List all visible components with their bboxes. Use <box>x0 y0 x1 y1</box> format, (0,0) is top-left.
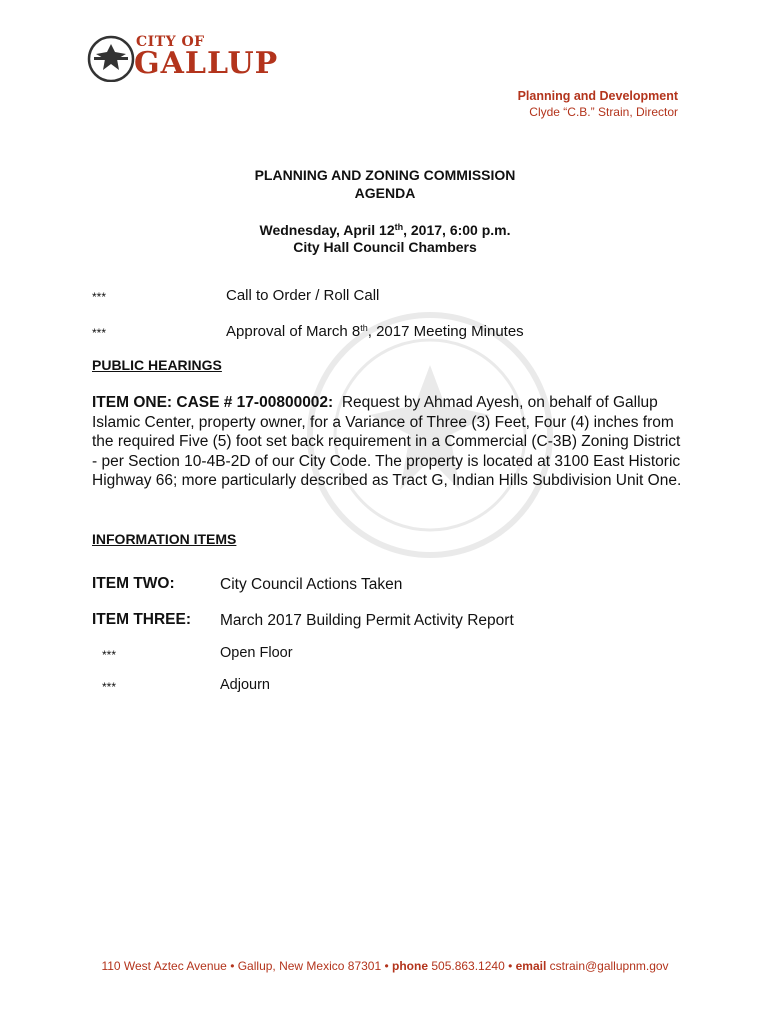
open-floor-marker: *** <box>102 648 117 662</box>
item-three-text: March 2017 Building Permit Activity Report <box>220 612 514 629</box>
meeting-location: City Hall Council Chambers <box>293 239 477 255</box>
opening-marker: *** <box>92 326 107 340</box>
information-items-heading: INFORMATION ITEMS <box>92 531 237 547</box>
thunderbird-emblem-icon <box>86 32 136 82</box>
meeting-date: Wednesday, April 12th, 2017, 6:00 p.m. <box>259 222 511 238</box>
department-block <box>518 88 678 121</box>
agenda-title: AGENDA <box>354 185 416 201</box>
item-three-label: ITEM THREE: <box>92 611 192 628</box>
opening-marker: *** <box>92 290 107 304</box>
item-two-label: ITEM TWO: <box>92 575 175 592</box>
city-logo <box>86 32 301 92</box>
item-one-paragraph <box>92 393 684 491</box>
department-name: Planning and Development <box>517 89 678 103</box>
item-two-text: City Council Actions Taken <box>220 576 403 593</box>
adjourn-marker: *** <box>102 680 117 694</box>
logo-city-name: GALLUP <box>134 46 279 81</box>
logo-city-of: CITY OF <box>136 34 205 50</box>
open-floor-text: Open Floor <box>220 645 293 661</box>
item-one-description: Request by Ahmad Ayesh, on behalf of Gallup Islamic Center, property owner, for a Variance of Three (3) Feet, Four (4) inches from the required Five (5) foot set back requirement in a Commercial (C-3B) Zoning District - per Section 10-4B-2D of our City Code. The property is located at 3100 East Historic Highway 66; more particularly described as Tract G, Indian Hills Subdivision Unit One. <box>92 394 682 489</box>
call-to-order: Call to Order / Roll Call <box>226 287 380 304</box>
department-director: Clyde “C.B.” Strain, Director <box>529 105 678 119</box>
letterhead-footer: 110 West Aztec Avenue • Gallup, New Mexico 87301 • phone 505.863.1240 • email cstrain@gallupnm.gov <box>101 959 669 973</box>
adjourn-text: Adjourn <box>220 677 270 693</box>
public-hearings-heading: PUBLIC HEARINGS <box>92 357 222 373</box>
item-one-case-label: ITEM ONE: CASE # 17-00800002: <box>92 394 334 411</box>
approval-of-minutes: Approval of March 8th, 2017 Meeting Minutes <box>226 323 524 340</box>
commission-title: PLANNING AND ZONING COMMISSION <box>254 167 516 183</box>
